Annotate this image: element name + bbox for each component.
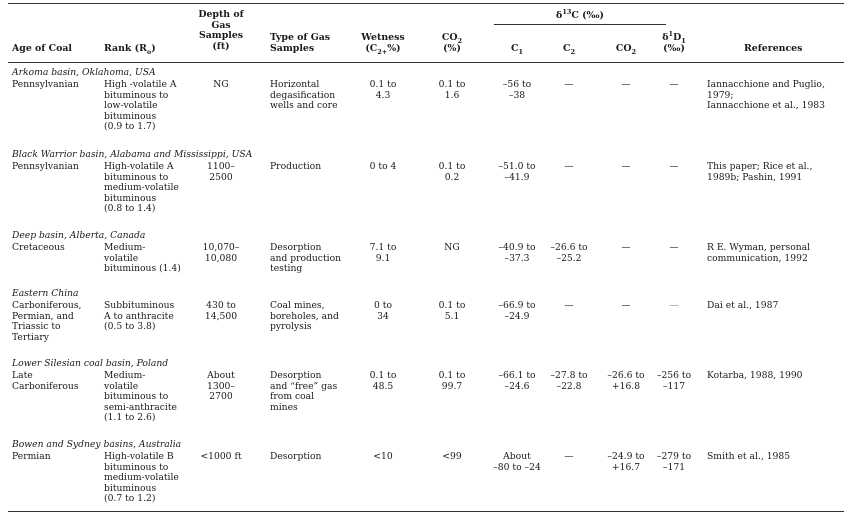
- cell-age: Carboniferous, Permian, and Triassic to Tertiary: [12, 300, 82, 343]
- cell-co2: 0.1 to 1.6: [438, 79, 466, 101]
- cell-c1: –66.1 to –24.6: [498, 370, 536, 392]
- cell-references: Iannacchione and Puglio, 1979; Iannacchione et al., 1983: [707, 79, 825, 112]
- cell-delta-d: —: [669, 79, 679, 90]
- cell-co2: 0.1 to 5.1: [438, 300, 466, 322]
- cell-type: Horizontal degasification wells and core: [270, 79, 338, 112]
- cell-c2: –26.6 to –25.2: [550, 242, 588, 264]
- header-co2: $CO_2$ (%): [441, 32, 463, 54]
- header-age: Age of Coal: [12, 43, 72, 54]
- cell-delta-d: —: [669, 242, 679, 253]
- cell-c2: —: [564, 300, 574, 311]
- basin-label: Arkoma basin, Oklahoma, USA: [12, 67, 156, 78]
- cell-depth: 430 to 14,500: [204, 300, 238, 322]
- cell-rank: High-volatile A bituminous to medium-volatile bituminous (0.8 to 1.4): [104, 161, 179, 215]
- cell-age: Late Carboniferous: [12, 370, 79, 392]
- cell-co2: <99: [442, 451, 462, 462]
- cell-age: Permian: [12, 451, 51, 462]
- basin-label: Black Warrior basin, Alabama and Mississippi, USA: [12, 149, 253, 160]
- basin-label: Bowen and Sydney basins, Australia: [12, 439, 182, 450]
- cell-age: Pennsylvanian: [12, 161, 79, 172]
- cell-depth: <1000 ft: [200, 451, 242, 462]
- cell-co2: 0.1 to 0.2: [438, 161, 466, 183]
- cell-c2: –27.8 to –22.8: [550, 370, 588, 392]
- basin-label: Deep basin, Alberta, Canada: [12, 230, 146, 241]
- cell-references: Dai et al., 1987: [707, 300, 779, 311]
- cell-co2-isotope: –26.6 to +16.8: [607, 370, 645, 392]
- basin-label: Eastern China: [12, 288, 79, 299]
- header-bottom-rule: [8, 62, 844, 63]
- cell-depth: NG: [213, 79, 229, 90]
- cell-rank: High -volatile A bituminous to low-volatile bituminous (0.9 to 1.7): [104, 79, 177, 133]
- cell-type: Production: [270, 161, 322, 172]
- cell-type: Desorption and “free” gas from coal mines: [270, 370, 338, 413]
- cell-rank: Medium- volatile bituminous (1.4): [104, 242, 181, 275]
- cell-c2: —: [564, 161, 574, 172]
- cell-delta-d: –256 to –117: [656, 370, 692, 392]
- cell-wetness: 0 to 34: [374, 300, 392, 322]
- cell-type: Desorption: [270, 451, 322, 462]
- table-bottom-rule: [8, 511, 844, 512]
- cell-co2-isotope: —: [621, 242, 631, 253]
- cell-references: Smith et al., 1985: [707, 451, 791, 462]
- cell-rank: High-volatile B bituminous to medium-volatile bituminous (0.7 to 1.2): [104, 451, 179, 505]
- header-wetness: Wetness $(C_{2+}\%)$: [361, 32, 405, 56]
- header-delta-d: $\delta^1D_1$ (‰): [662, 29, 686, 54]
- cell-co2-isotope: —: [621, 79, 631, 90]
- cell-delta-d: —: [669, 161, 679, 172]
- cell-type: Desorption and production testing: [270, 242, 342, 275]
- cell-wetness: 7.1 to 9.1: [369, 242, 397, 264]
- cell-c1: –51.0 to –41.9: [498, 161, 536, 183]
- cell-age: Pennsylvanian: [12, 79, 79, 90]
- cell-co2-isotope: –24.9 to +16.7: [607, 451, 645, 473]
- cell-c1: –40.9 to –37.3: [498, 242, 536, 264]
- cell-co2: NG: [444, 242, 460, 253]
- cell-rank: Subbituminous A to anthracite (0.5 to 3.8): [104, 300, 175, 333]
- header-depth: Depth of Gas Samples (ft): [198, 9, 244, 52]
- cell-co2-isotope: —: [621, 300, 631, 311]
- cell-age: Cretaceous: [12, 242, 65, 253]
- cell-wetness: <10: [373, 451, 393, 462]
- cell-references: R E. Wyman, personal communication, 1992: [707, 242, 811, 264]
- cell-c2: —: [564, 79, 574, 90]
- cell-co2: 0.1 to 99.7: [438, 370, 466, 392]
- cell-wetness: 0.1 to 4.3: [369, 79, 397, 101]
- table-top-rule: [8, 3, 844, 4]
- header-co2-isotope: $CO_2$: [615, 43, 637, 56]
- cell-depth: 10,070– 10,080: [202, 242, 240, 264]
- header-delta13c: $\delta^{13}C$ (‰): [556, 7, 604, 21]
- cell-c1: –56 to –38: [502, 79, 532, 101]
- cell-depth: About 1300– 2700: [207, 370, 235, 403]
- cell-c1: About –80 to –24: [493, 451, 541, 473]
- cell-c1: –66.9 to –24.9: [498, 300, 536, 322]
- cell-delta-d: —: [669, 300, 679, 311]
- header-c1: $C_1$: [511, 43, 523, 56]
- cell-references: This paper; Rice et al., 1989b; Pashin, 1991: [707, 161, 813, 183]
- cell-wetness: 0.1 to 48.5: [369, 370, 397, 392]
- basin-label: Lower Silesian coal basin, Poland: [12, 358, 169, 369]
- cell-wetness: 0 to 4: [369, 161, 397, 172]
- header-type: Type of Gas Samples: [270, 32, 331, 54]
- delta13c-span-rule: [494, 24, 666, 25]
- cell-delta-d: –279 to –171: [656, 451, 692, 473]
- cell-co2-isotope: —: [621, 161, 631, 172]
- header-c2: $C_2$: [563, 43, 575, 56]
- header-rank: Rank $(R_o)$: [104, 43, 156, 56]
- header-references: References: [744, 43, 803, 54]
- cell-depth: 1100– 2500: [207, 161, 235, 183]
- cell-c2: —: [564, 451, 574, 462]
- cell-rank: Medium- volatile bituminous to semi-anthracite (1.1 to 2.6): [104, 370, 177, 424]
- cell-type: Coal mines, boreholes, and pyrolysis: [270, 300, 339, 333]
- cell-references: Kotarba, 1988, 1990: [707, 370, 803, 381]
